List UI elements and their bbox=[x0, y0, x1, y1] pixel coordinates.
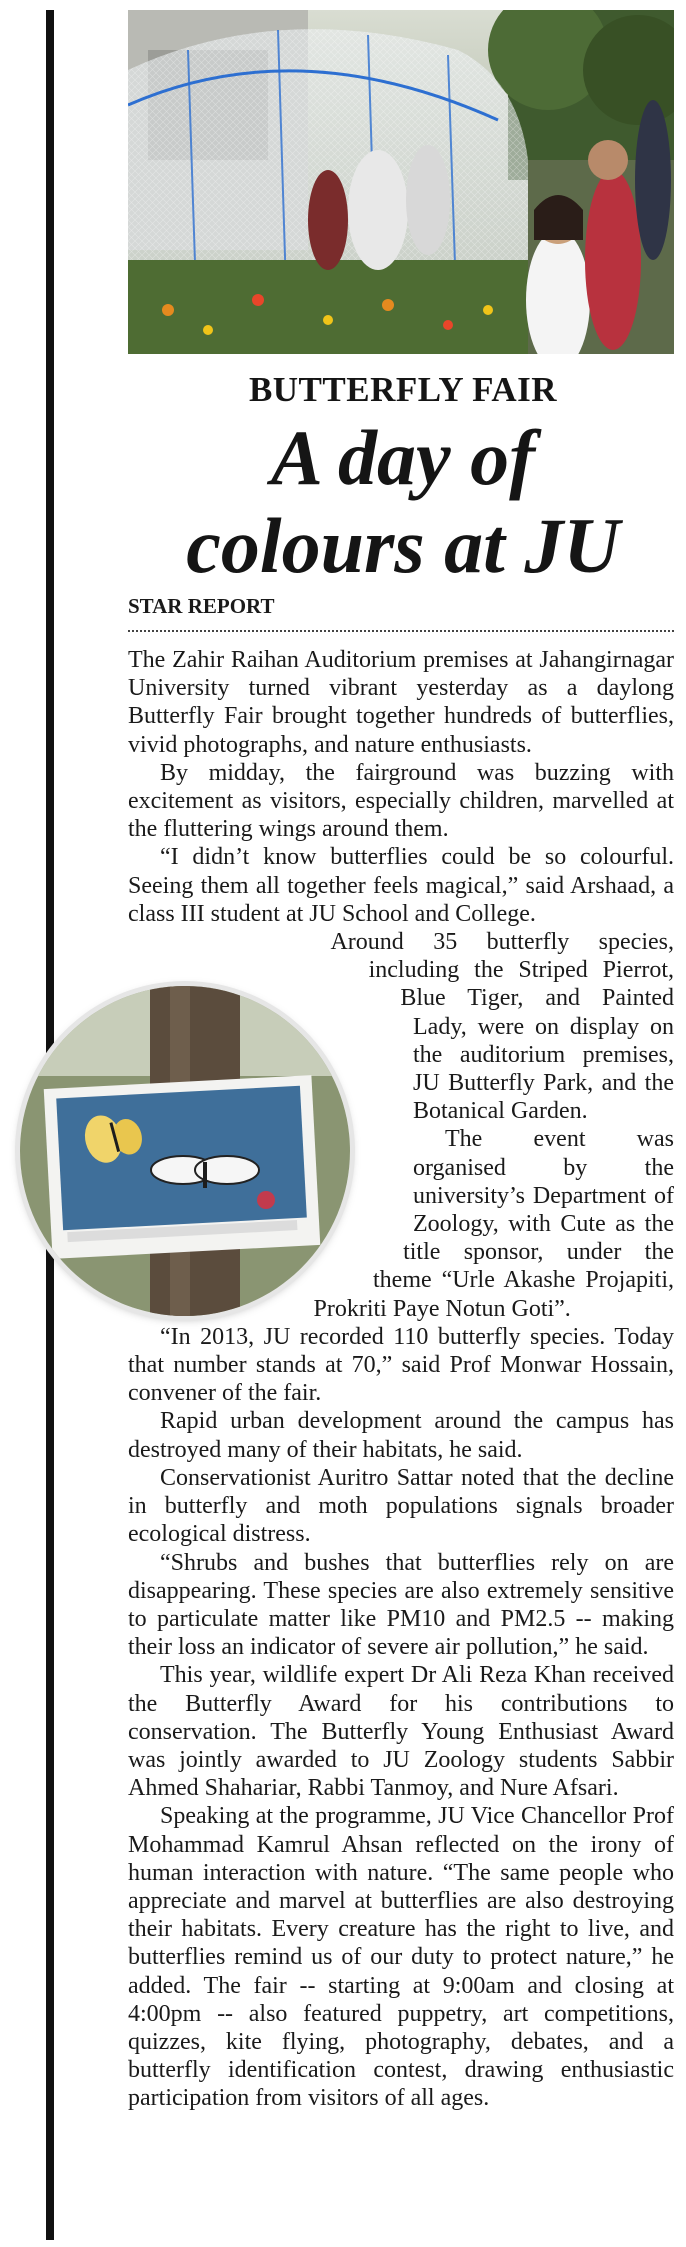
paragraph: “Shrubs and bushes that butterflies rely on are disappearing. These species are also extremely sensitive to particulate matter like PM10 and PM2.5 -- making their loss an indicator of severe air pollution,” he said. bbox=[128, 1549, 674, 1661]
paragraph: Conservationist Auritro Sattar noted that the decline in butterfly and moth populations signals broader ecological distress. bbox=[128, 1464, 674, 1548]
dotted-divider bbox=[128, 630, 674, 632]
paragraph: The event was organised by the university’s Department of Zoology, with Cute as the title sponsor, under the theme “Urle Akashe Projapiti, Prokriti Paye Notun Goti”. bbox=[313, 1126, 674, 1322]
paragraph: “I didn’t know butterflies could be so colourful. Seeing them all together feels magical,” said Arshaad, a class III student at JU School and College. bbox=[128, 844, 674, 927]
butterfly-enclosure-photo bbox=[128, 10, 674, 354]
paragraph: Around 35 butterfly species, including the Striped Pierrot, Blue Tiger, and Painted Lady, were on display on the auditorium premises, JU Butterfly Park, and the Botanical Garden. bbox=[330, 929, 674, 1125]
paragraph: By midday, the fairground was buzzing with excitement as visitors, especially children, marvelled at the fluttering wings around them. bbox=[128, 759, 674, 843]
paragraph: This year, wildlife expert Dr Ali Reza Khan received the Butterfly Award for his contributions to conservation. The Butterfly Young Enthusiast Award was jointly awarded to JU Zoology students Sabbir Ahmed Shahariar, Rabbi Tanmoy, and Nure Afsari. bbox=[128, 1662, 674, 1802]
headline-line-1: A day of bbox=[270, 414, 536, 501]
section-kicker: BUTTERFLY FAIR bbox=[248, 370, 558, 409]
paragraph: “In 2013, JU recorded 110 butterfly species. Today that number stands at 70,” said Prof Monwar Hossain, convener of the fair. bbox=[128, 1323, 674, 1407]
byline: STAR REPORT bbox=[128, 594, 275, 618]
headline-line-2: colours at JU bbox=[186, 502, 620, 589]
inset-photo-wrap-space bbox=[128, 928, 413, 1326]
paragraph: Speaking at the programme, JU Vice Chancellor Prof Mohammad Kamrul Ahsan reflected on the irony of human interaction with nature. “The same people who appreciate and marvel at butterflies are also destroying their habitats. Every creature has the right to live, and butterflies remind us of our duty to protect nature,” he added. The fair -- starting at 9:00am and closing at 4:00pm -- also featured puppetry, art competitions, quizzes, kite flying, photography, debates, and a butterfly identification contest, drawing enthusiastic participation from visitors of all ages. bbox=[128, 1803, 674, 2112]
article-body bbox=[128, 646, 674, 2113]
paragraph: Rapid urban development around the campus has destroyed many of their habitats, he said. bbox=[128, 1408, 674, 1463]
paragraph: The Zahir Raihan Auditorium premises at Jahangirnagar University turned vibrant yesterday as a daylong Butterfly Fair brought together hundreds of butterflies, vivid photographs, and nature enthusiasts. bbox=[128, 647, 674, 758]
